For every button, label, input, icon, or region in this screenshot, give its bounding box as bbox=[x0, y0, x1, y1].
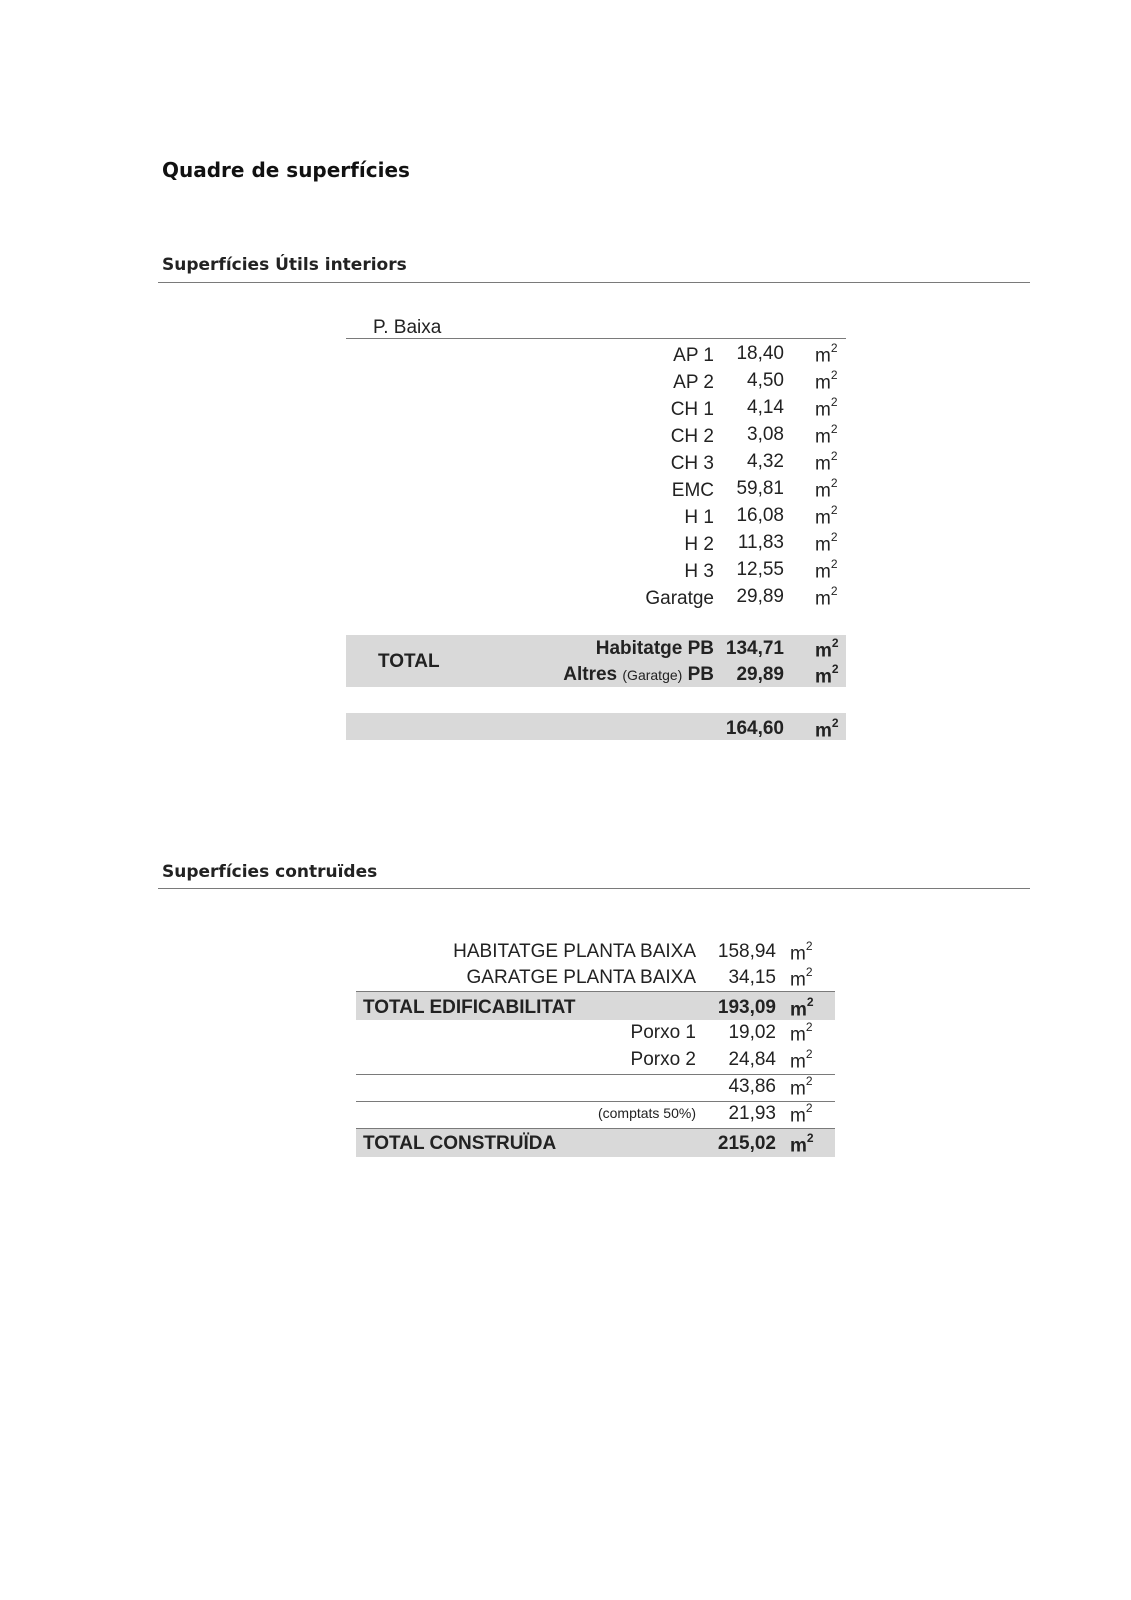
room-name: H 1 bbox=[684, 507, 714, 528]
housing-value: 134,71 bbox=[725, 638, 784, 659]
room-value: 4,32 bbox=[747, 451, 784, 472]
built-section-title: Superfícies contruïdes bbox=[162, 862, 378, 882]
other-unit: $m^2$ bbox=[815, 662, 839, 688]
room-name: Garatge bbox=[645, 588, 714, 609]
total-built-unit: $m^2$ bbox=[790, 1131, 814, 1157]
room-unit: $m^2$ bbox=[815, 395, 838, 421]
housing-unit: $m^2$ bbox=[815, 636, 839, 662]
housing-label: Habitatge PB bbox=[595, 638, 714, 659]
room-name: CH 3 bbox=[670, 453, 714, 474]
room-unit: $m^2$ bbox=[815, 422, 838, 448]
other-label: Altres (Garatge) PB bbox=[563, 664, 714, 685]
porch-sum-rule bbox=[356, 1074, 835, 1075]
total-edif-unit: $m^2$ bbox=[790, 995, 814, 1021]
room-name: EMC bbox=[671, 480, 714, 501]
room-unit: $m^2$ bbox=[815, 449, 838, 475]
built-row-housing-label: HABITATGE PLANTA BAIXA bbox=[453, 941, 696, 962]
built-row-garage-unit: $m^2$ bbox=[790, 965, 813, 991]
room-value: 11,83 bbox=[737, 532, 784, 553]
total-edif-value: 193,09 bbox=[717, 997, 776, 1018]
counted-label: (comptats 50%) bbox=[597, 1105, 696, 1121]
room-name: H 3 bbox=[684, 561, 714, 582]
grand-total-value: 164,60 bbox=[725, 718, 784, 739]
total-built-value: 215,02 bbox=[717, 1133, 776, 1154]
document-title: Quadre de superfícies bbox=[162, 158, 410, 182]
built-row-garage-value: 34,15 bbox=[728, 967, 776, 988]
counted-unit: $m^2$ bbox=[790, 1101, 813, 1127]
total-label: TOTAL bbox=[378, 651, 440, 672]
room-name: AP 1 bbox=[673, 345, 714, 366]
built-row-garage-label: GARATGE PLANTA BAIXA bbox=[466, 967, 696, 988]
floor-rule bbox=[346, 338, 846, 339]
room-unit: $m^2$ bbox=[815, 476, 838, 502]
room-unit: $m^2$ bbox=[815, 341, 838, 367]
room-unit: $m^2$ bbox=[815, 584, 838, 610]
room-unit: $m^2$ bbox=[815, 557, 838, 583]
room-name: AP 2 bbox=[673, 372, 714, 393]
useful-section-title: Superfícies Útils interiors bbox=[162, 255, 407, 275]
porch-sum-unit: $m^2$ bbox=[790, 1074, 813, 1100]
room-value: 12,55 bbox=[736, 559, 784, 580]
porch-2-value: 24,84 bbox=[728, 1049, 776, 1070]
porch-1-unit: $m^2$ bbox=[790, 1020, 813, 1046]
porch-1-label: Porxo 1 bbox=[630, 1022, 696, 1043]
total-edif-label: TOTAL EDIFICABILITAT bbox=[363, 997, 576, 1018]
built-section-rule bbox=[158, 888, 1030, 889]
room-value: 16,08 bbox=[736, 505, 784, 526]
porch-2-label: Porxo 2 bbox=[630, 1049, 696, 1070]
built-row-housing-value: 158,94 bbox=[717, 941, 776, 962]
counted-rule bbox=[356, 1101, 835, 1102]
total-built-label: TOTAL CONSTRUÏDA bbox=[363, 1133, 557, 1154]
room-value: 3,08 bbox=[747, 424, 784, 445]
grand-total-unit: $m^2$ bbox=[815, 716, 839, 742]
room-value: 29,89 bbox=[736, 586, 784, 607]
room-value: 18,40 bbox=[736, 343, 784, 364]
room-value: 59,81 bbox=[736, 478, 784, 499]
other-value: 29,89 bbox=[736, 664, 784, 685]
counted-value: 21,93 bbox=[728, 1103, 776, 1124]
room-unit: $m^2$ bbox=[815, 503, 838, 529]
useful-section-rule bbox=[158, 282, 1030, 283]
built-row-housing-unit: $m^2$ bbox=[790, 939, 813, 965]
room-name: CH 2 bbox=[670, 426, 714, 447]
floor-label: P. Baixa bbox=[373, 317, 442, 338]
room-name: CH 1 bbox=[670, 399, 714, 420]
porch-sum-value: 43,86 bbox=[728, 1076, 776, 1097]
room-value: 4,14 bbox=[747, 397, 784, 418]
room-unit: $m^2$ bbox=[815, 530, 838, 556]
room-unit: $m^2$ bbox=[815, 368, 838, 394]
porch-2-unit: $m^2$ bbox=[790, 1047, 813, 1073]
porch-1-value: 19,02 bbox=[728, 1022, 776, 1043]
room-value: 4,50 bbox=[747, 370, 784, 391]
room-name: H 2 bbox=[684, 534, 714, 555]
